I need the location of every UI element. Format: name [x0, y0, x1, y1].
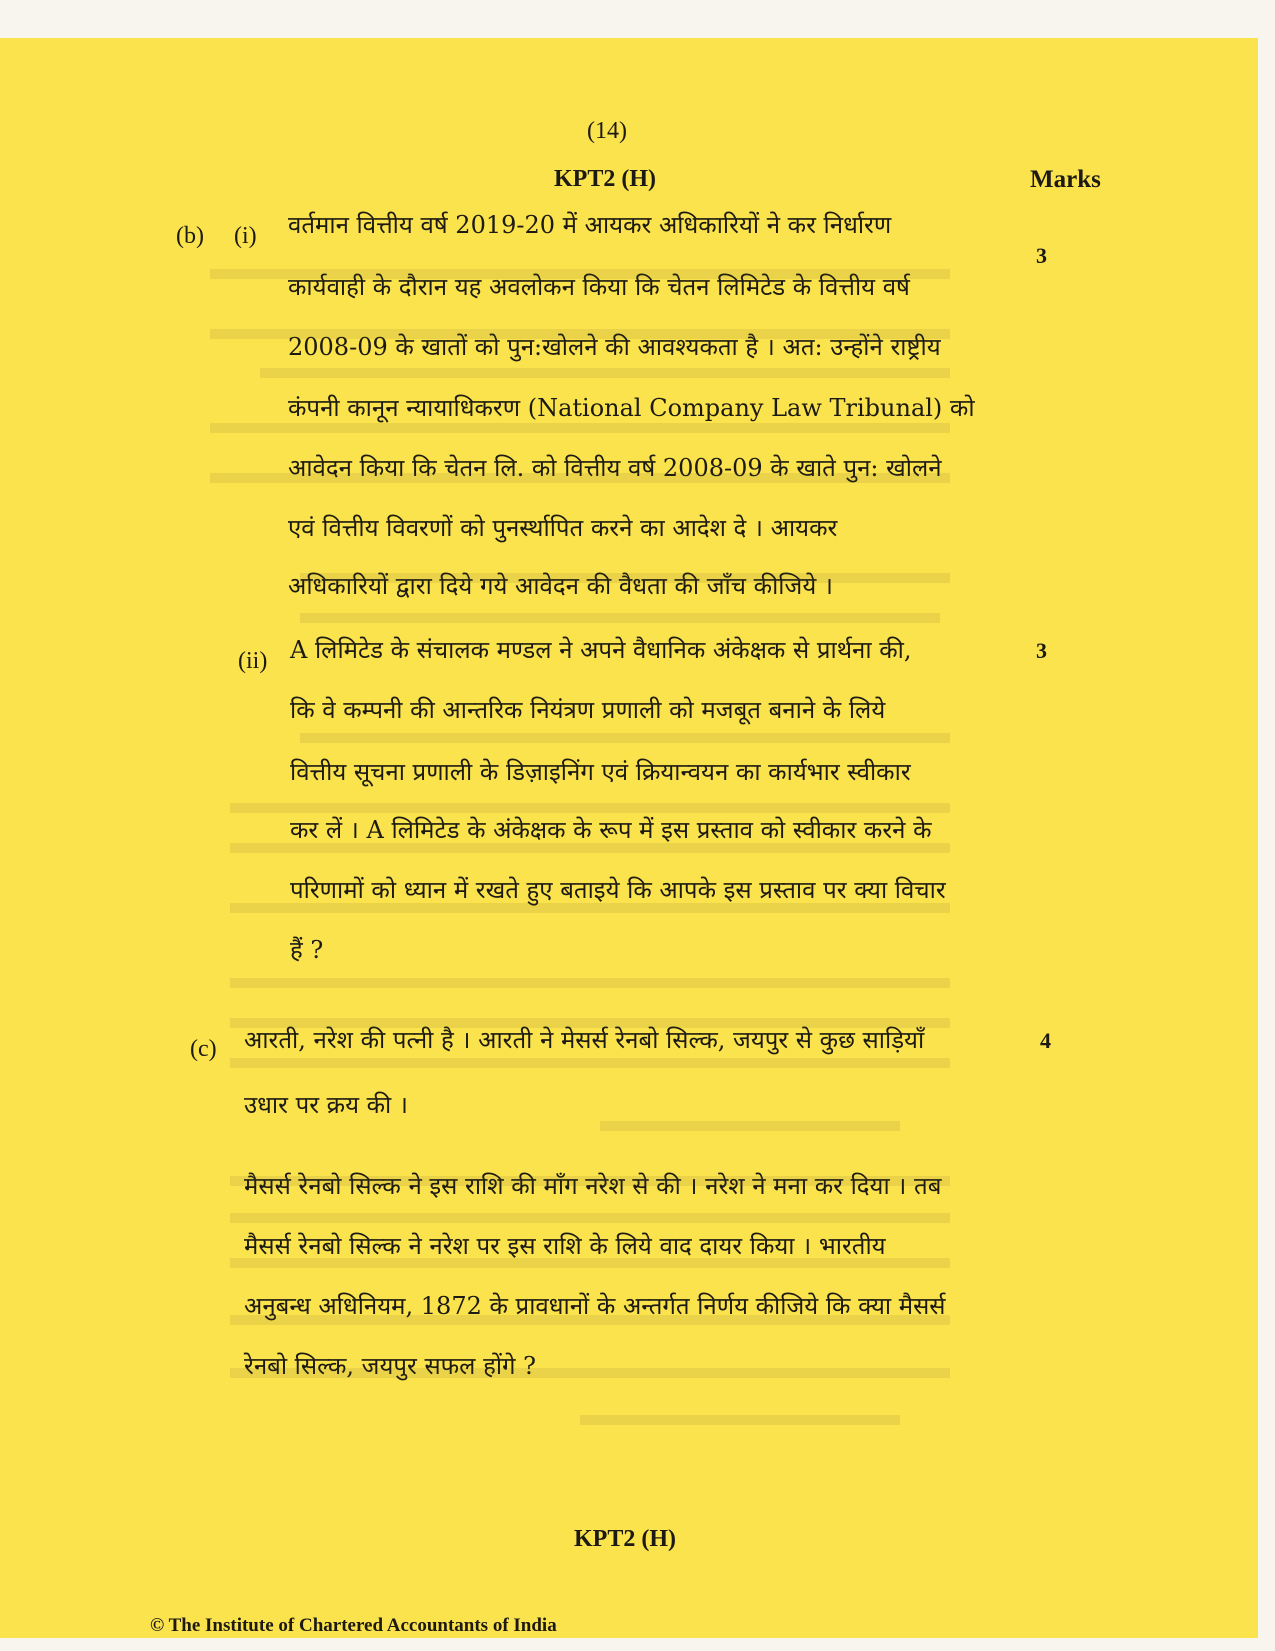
text-line: अनुबन्ध अधिनियम, 1872 के प्रावधानों के अन्तर्गत निर्णय कीजिये कि क्या मैसर्स — [244, 1292, 946, 1320]
question-b-ii-label: (ii) — [238, 648, 268, 674]
text-line: मैसर्स रेनबो सिल्क ने इस राशि की माँग नरेश से की । नरेश ने मना कर दिया । तब — [244, 1172, 942, 1200]
page-number: (14) — [587, 118, 627, 144]
question-b-ii-marks: 3 — [1036, 638, 1047, 663]
text-line: अधिकारियों द्वारा दिये गये आवेदन की वैधता की जाँच कीजिये । — [288, 572, 833, 600]
text-line: आवेदन किया कि चेतन लि. को वित्तीय वर्ष 2008-09 के खाते पुन: खोलने — [288, 454, 942, 482]
text-line: वर्तमान वित्तीय वर्ष 2019-20 में आयकर अधिकारियों ने कर निर्धारण — [288, 211, 892, 239]
text-line: A लिमिटेड के संचालक मण्डल ने अपने वैधानिक अंकेक्षक से प्रार्थना की, — [290, 636, 912, 664]
text-line: परिणामों को ध्यान में रखते हुए बताइये कि आपके इस प्रस्ताव पर क्या विचार — [290, 876, 946, 904]
text-line: कंपनी कानून न्यायाधिकरण (National Company Law Tribunal) को — [288, 394, 975, 422]
text-line: मैसर्स रेनबो सिल्क ने नरेश पर इस राशि के लिये वाद दायर किया । भारतीय — [244, 1232, 886, 1260]
marks-heading: Marks — [1030, 166, 1101, 193]
text-line: कि वे कम्पनी की आन्तरिक नियंत्रण प्रणाली को मजबूत बनाने के लिये — [290, 696, 886, 724]
exam-page — [0, 38, 1258, 1638]
text-line: उधार पर क्रय की । — [244, 1091, 409, 1119]
text-line: आरती, नरेश की पत्नी है । आरती ने मेसर्स रेनबो सिल्क, जयपुर से कुछ साड़ियाँ — [244, 1026, 925, 1054]
question-b-label: (b) — [176, 223, 204, 249]
paper-code-top: KPT2 (H) — [554, 166, 656, 192]
text-line: कार्यवाही के दौरान यह अवलोकन किया कि चेतन लिमिटेड के वित्तीय वर्ष — [288, 273, 910, 301]
question-b-i-label: (i) — [234, 223, 257, 249]
copyright-notice: © The Institute of Chartered Accountants of India — [150, 1615, 557, 1636]
text-line: वित्तीय सूचना प्रणाली के डिज़ाइनिंग एवं क्रियान्वयन का कार्यभार स्वीकार — [290, 758, 911, 786]
question-b-i-marks: 3 — [1036, 243, 1047, 268]
question-c-label: (c) — [190, 1036, 217, 1062]
bleed-through-texture — [0, 38, 1258, 1638]
paper-code-bottom: KPT2 (H) — [574, 1526, 676, 1552]
text-line: 2008-09 के खातों को पुन:खोलने की आवश्यकता है । अत: उन्होंने राष्ट्रीय — [288, 333, 941, 361]
text-line: रेनबो सिल्क, जयपुर सफल होंगे ? — [244, 1352, 537, 1380]
question-c-marks: 4 — [1040, 1028, 1051, 1053]
text-line: कर लें । A लिमिटेड के अंकेक्षक के रूप में इस प्रस्ताव को स्वीकार करने के — [290, 816, 932, 844]
text-line: हैं ? — [290, 936, 324, 964]
text-line: एवं वित्तीय विवरणों को पुनर्स्थापित करने का आदेश दे । आयकर — [288, 514, 838, 542]
